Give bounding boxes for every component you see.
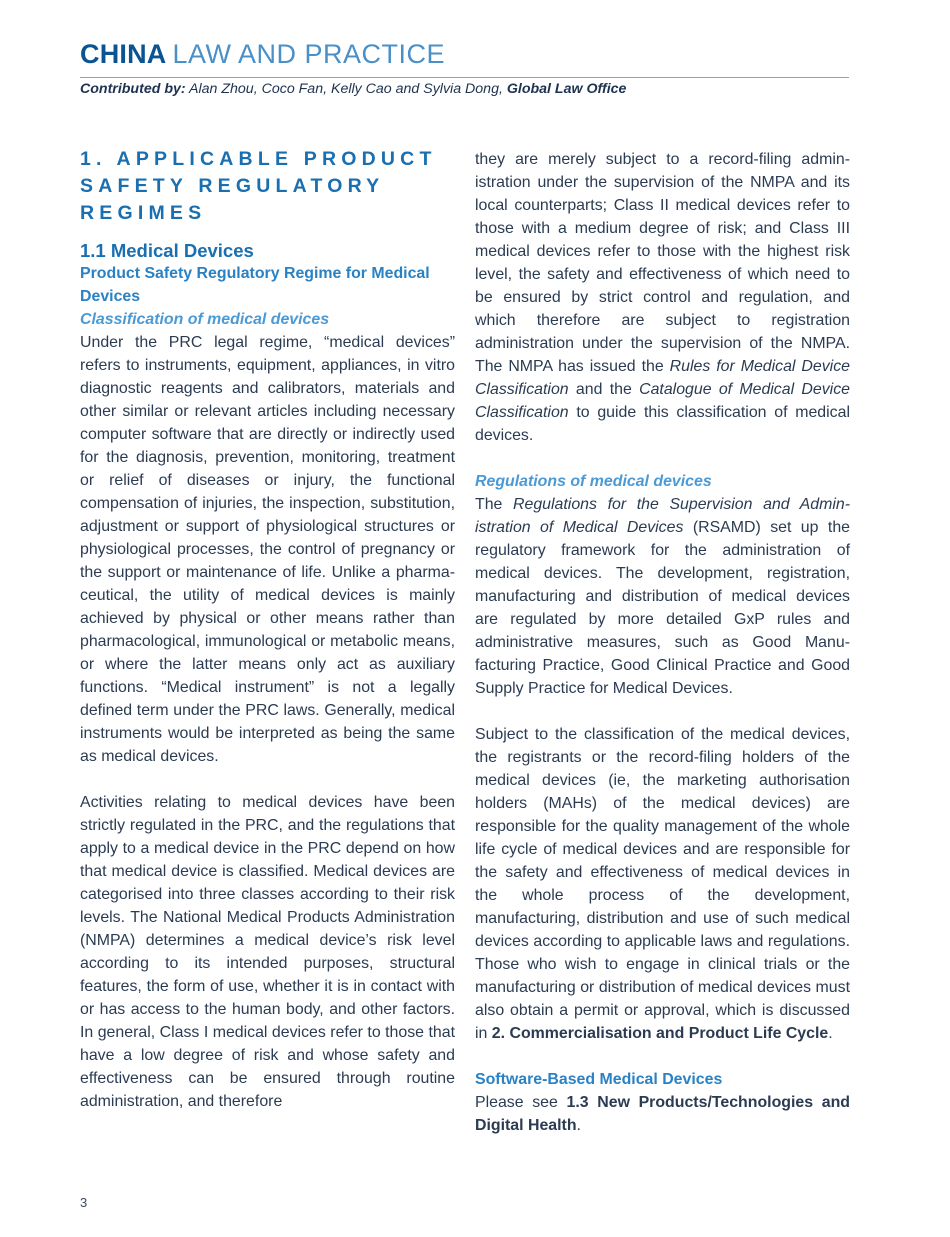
subtopic-heading: Regulations of medical devices	[475, 473, 712, 490]
contributors-names: Alan Zhou, Coco Fan, Kelly Cao and Sylvia Dong,	[185, 81, 507, 97]
text-run: The	[475, 496, 514, 513]
page-number: 3	[80, 1195, 88, 1210]
contributed-label: Contributed by:	[80, 81, 186, 97]
text-run: .	[576, 1117, 581, 1134]
page-header	[80, 38, 849, 97]
law-firm-name: Global Law Office	[506, 81, 627, 97]
cross-reference: 2. Commercialisation and Product Life Cycle	[491, 1025, 829, 1042]
text-run: Subject to the classification of the medical devices, the registrants or the record-filing holders of the medical devices (ie, the marketing authorisation holders (MAHs) of the medical devices) are responsible for the quality management of the whole life cycle of medical devices and are responsible for the safety and effectiveness of medical devices in the whole process of the development, manufacturing, distribution and use of such medical devices according to applicable laws and regulations. Those who wish to engage in clinical trials or the manufacturing or distribution of medical devices must also obtain a permit or approval, which is discussed in	[475, 726, 850, 1042]
text-run: to guide this classification of medical devices.	[475, 404, 850, 444]
document-title-ref: Rules for Medical Device Classification	[475, 358, 850, 398]
text-run: and the	[568, 381, 640, 398]
subsection-heading: 1.1 Medical Devices	[80, 240, 254, 261]
topic-heading: Software-Based Medical Devices	[475, 1071, 723, 1088]
text-run: .	[828, 1025, 833, 1042]
subtopic-heading: Classification of medical devices	[80, 311, 330, 328]
topic-heading: Product Safety Regulatory Regime for Medical Devices	[80, 265, 430, 305]
header-title	[80, 38, 849, 70]
header-country: CHINA	[80, 39, 167, 69]
body-paragraph	[475, 1091, 850, 1137]
text-run: (RSAMD) set up the regulatory framework for the administration of medical devices. The development, registration, manufacturing and distribution of medical devices are regulated by more detailed GxP rules and administrative measures, such as Good Manufacturing Practice, Good Clinical Practice and Good Supply Practice for Medical Devices.	[475, 519, 850, 697]
cross-reference: 1.3 New Products/Technologies and Digital Health	[475, 1094, 850, 1134]
body-paragraph	[475, 148, 850, 447]
text-run: they are merely subject to a record-filing administration under the supervision of the NMPA and its local counterparts; Class II medical devices refer to those with a medium degree of risk; and Class III medical devices refer to those with the highest risk level, the safety and effectiveness of which need to be ensured by strict control and regulation, and which therefore are subject to registration administration under the supervision of the NMPA. The NMPA has issued the	[475, 151, 850, 375]
text-run: Please see	[475, 1094, 567, 1111]
body-paragraph	[475, 723, 850, 1045]
header-divider	[80, 77, 849, 78]
header-section: LAW AND PRACTICE	[172, 39, 446, 69]
left-column	[80, 146, 455, 1113]
body-paragraph: Under the PRC legal regime, “medical devices” refers to instruments, equipment, appliances, in vitro diagnostic reagents and calibrators, materials and other similar or relevant articles including necessary computer software that are directly or indirectly used for the diagnosis, prevention, monitoring, treatment or relief of diseases or injury, the functional compensation of injuries, the inspection, substitution, adjustment or support of physiological structures or physiological processes, the control of pregnancy or the support or maintenance of life. Unlike a pharmaceutical, the utility of medical devices is mainly achieved by physical or other means rather than pharmacological, immunological or metabolic means, or where the latter means only act as auxiliary functions. “Medical instrument” is not a legally defined term under the PRC laws. Generally, medical instruments would be interpreted as being the same as medical devices.	[80, 334, 455, 765]
section-heading: 1. APPLICABLE PRODUCT SAFETY REGULATORY REGIMES	[80, 148, 437, 224]
document-title-ref: Catalogue of Medical Device Classification	[475, 381, 850, 421]
right-column	[475, 148, 850, 1137]
document-title-ref: Regulations for the Supervision and Administration of Medical Devices	[475, 496, 850, 536]
body-paragraph	[475, 493, 850, 700]
contributors-line	[80, 80, 626, 98]
body-paragraph: Activities relating to medical devices have been strictly regulated in the PRC, and the regulations that apply to a medical device in the PRC depend on how that medical device is classified. Medical devices are categorised into three classes according to their risk levels. The National Medical Products Administration (NMPA) determines a medical device’s risk level according to its intended purposes, structural features, the form of use, whether it is in contact with or has access to the human body, and other factors. In general, Class I medical devices refer to those that have a low degree of risk and whose safety and effectiveness can be ensured through routine administration, and therefore	[80, 794, 455, 1110]
